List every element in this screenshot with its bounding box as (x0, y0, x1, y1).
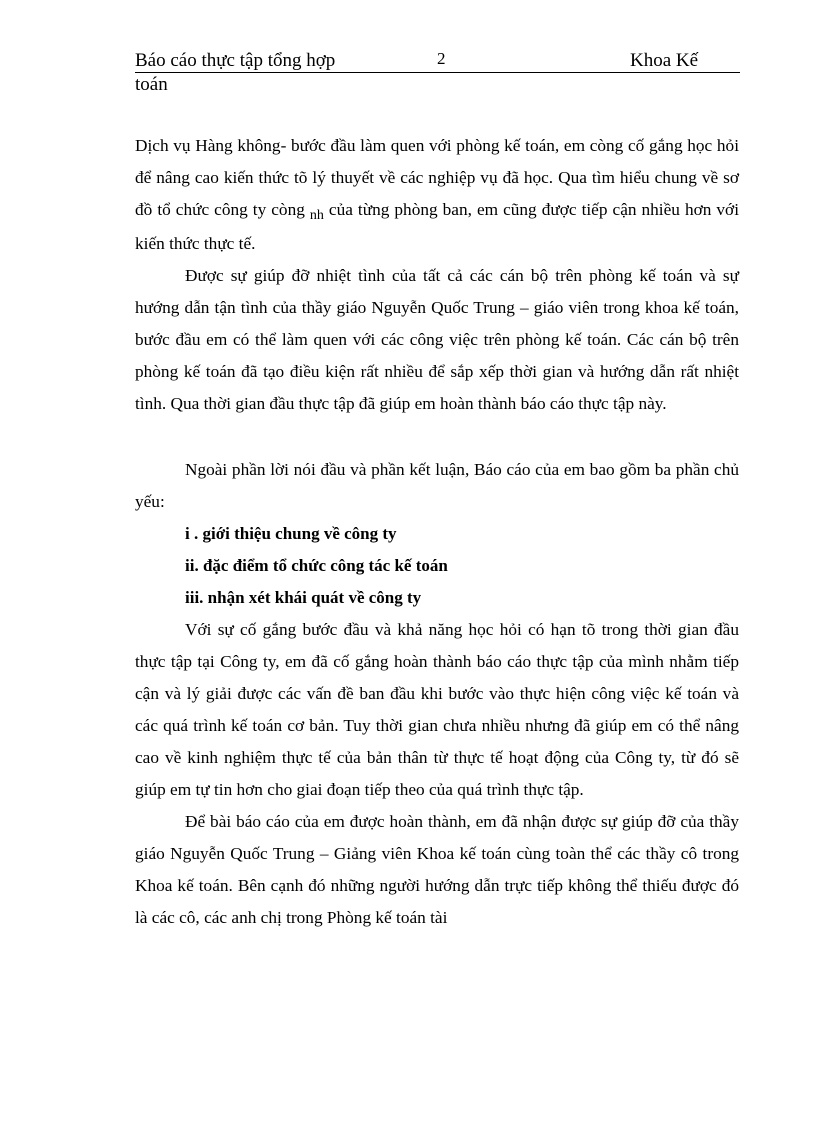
paragraph: Ngoài phần lời nói đầu và phần kết luận, Báo cáo của em bao gồm ba phần chủ yếu: (135, 460, 739, 511)
paragraph: Để bài báo cáo của em được hoàn thành, em đã nhận được sự giúp đỡ của thầy giáo Nguyễn Quốc Trung – Giảng viên Khoa kế toán cùng toàn thể các thầy cô trong Khoa kế toán. Bên cạnh đó những người hướng dẫn trực tiếp không thể thiếu được đó là các cô, các anh chị trong Phòng kế toán tài (135, 812, 739, 927)
section-heading: i . giới thiệu chung về công ty (185, 524, 397, 543)
paragraph (135, 130, 739, 260)
section-heading: iii. nhận xét khái quát về công ty (185, 588, 422, 607)
page-number: 2 (437, 49, 446, 68)
subscript-fragment: nh (309, 208, 324, 223)
header-title: Báo cáo thực tập tổng hợp (135, 50, 336, 71)
header-continuation: toán (135, 74, 168, 95)
header-department: Khoa Kế (630, 50, 699, 71)
section-heading: ii. đặc điểm tổ chức công tác kế toán (185, 556, 448, 575)
paragraph-text: của từng phòng ban, em cũng được tiếp cận nhiều hơn với kiến thức thực tế. (135, 200, 739, 253)
spacer (135, 420, 739, 454)
paragraph-text: Dịch vụ Hàng không- bước đầu làm quen với phòng kế toán, em còng cố gắng học hỏi để nâng cao kiến thức tõ lý thuyết về các nghiệp vụ đã học. Qua tìm hiểu chung về sơ đồ tổ chức công ty còng (135, 136, 739, 219)
document-body (135, 130, 739, 934)
page-header (135, 50, 740, 73)
paragraph: Được sự giúp đỡ nhiệt tình của tất cả các cán bộ trên phòng kế toán và sự hướng dẫn tận tình của thầy giáo Nguyễn Quốc Trung – giáo viên trong khoa kế toán, bước đầu em có thể làm quen với các công việc trên phòng kế toán. Các cán bộ trên phòng kế toán đã tạo điều kiện rất nhiều để sắp xếp thời gian và hướng dẫn rất nhiệt tình. Qua thời gian đầu thực tập đã giúp em hoàn thành báo cáo thực tập này. (135, 266, 739, 413)
paragraph: Với sự cố gắng bước đầu và khả năng học hỏi có hạn tõ trong thời gian đầu thực tập tại Công ty, em đã cố gắng hoàn thành báo cáo thực tập của mình nhằm tiếp cận và lý giải được các vấn đề ban đầu khi bước vào thực hiện công việc kế toán và các quá trình kế toán cơ bản. Tuy thời gian chưa nhiều nhưng đã giúp em có thể nâng cao về kinh nghiệm thực tế của bản thân từ thực tế hoạt động của Công ty, từ đó sẽ giúp em tự tin hơn cho giai đoạn tiếp theo của quá trình thực tập. (135, 620, 739, 799)
